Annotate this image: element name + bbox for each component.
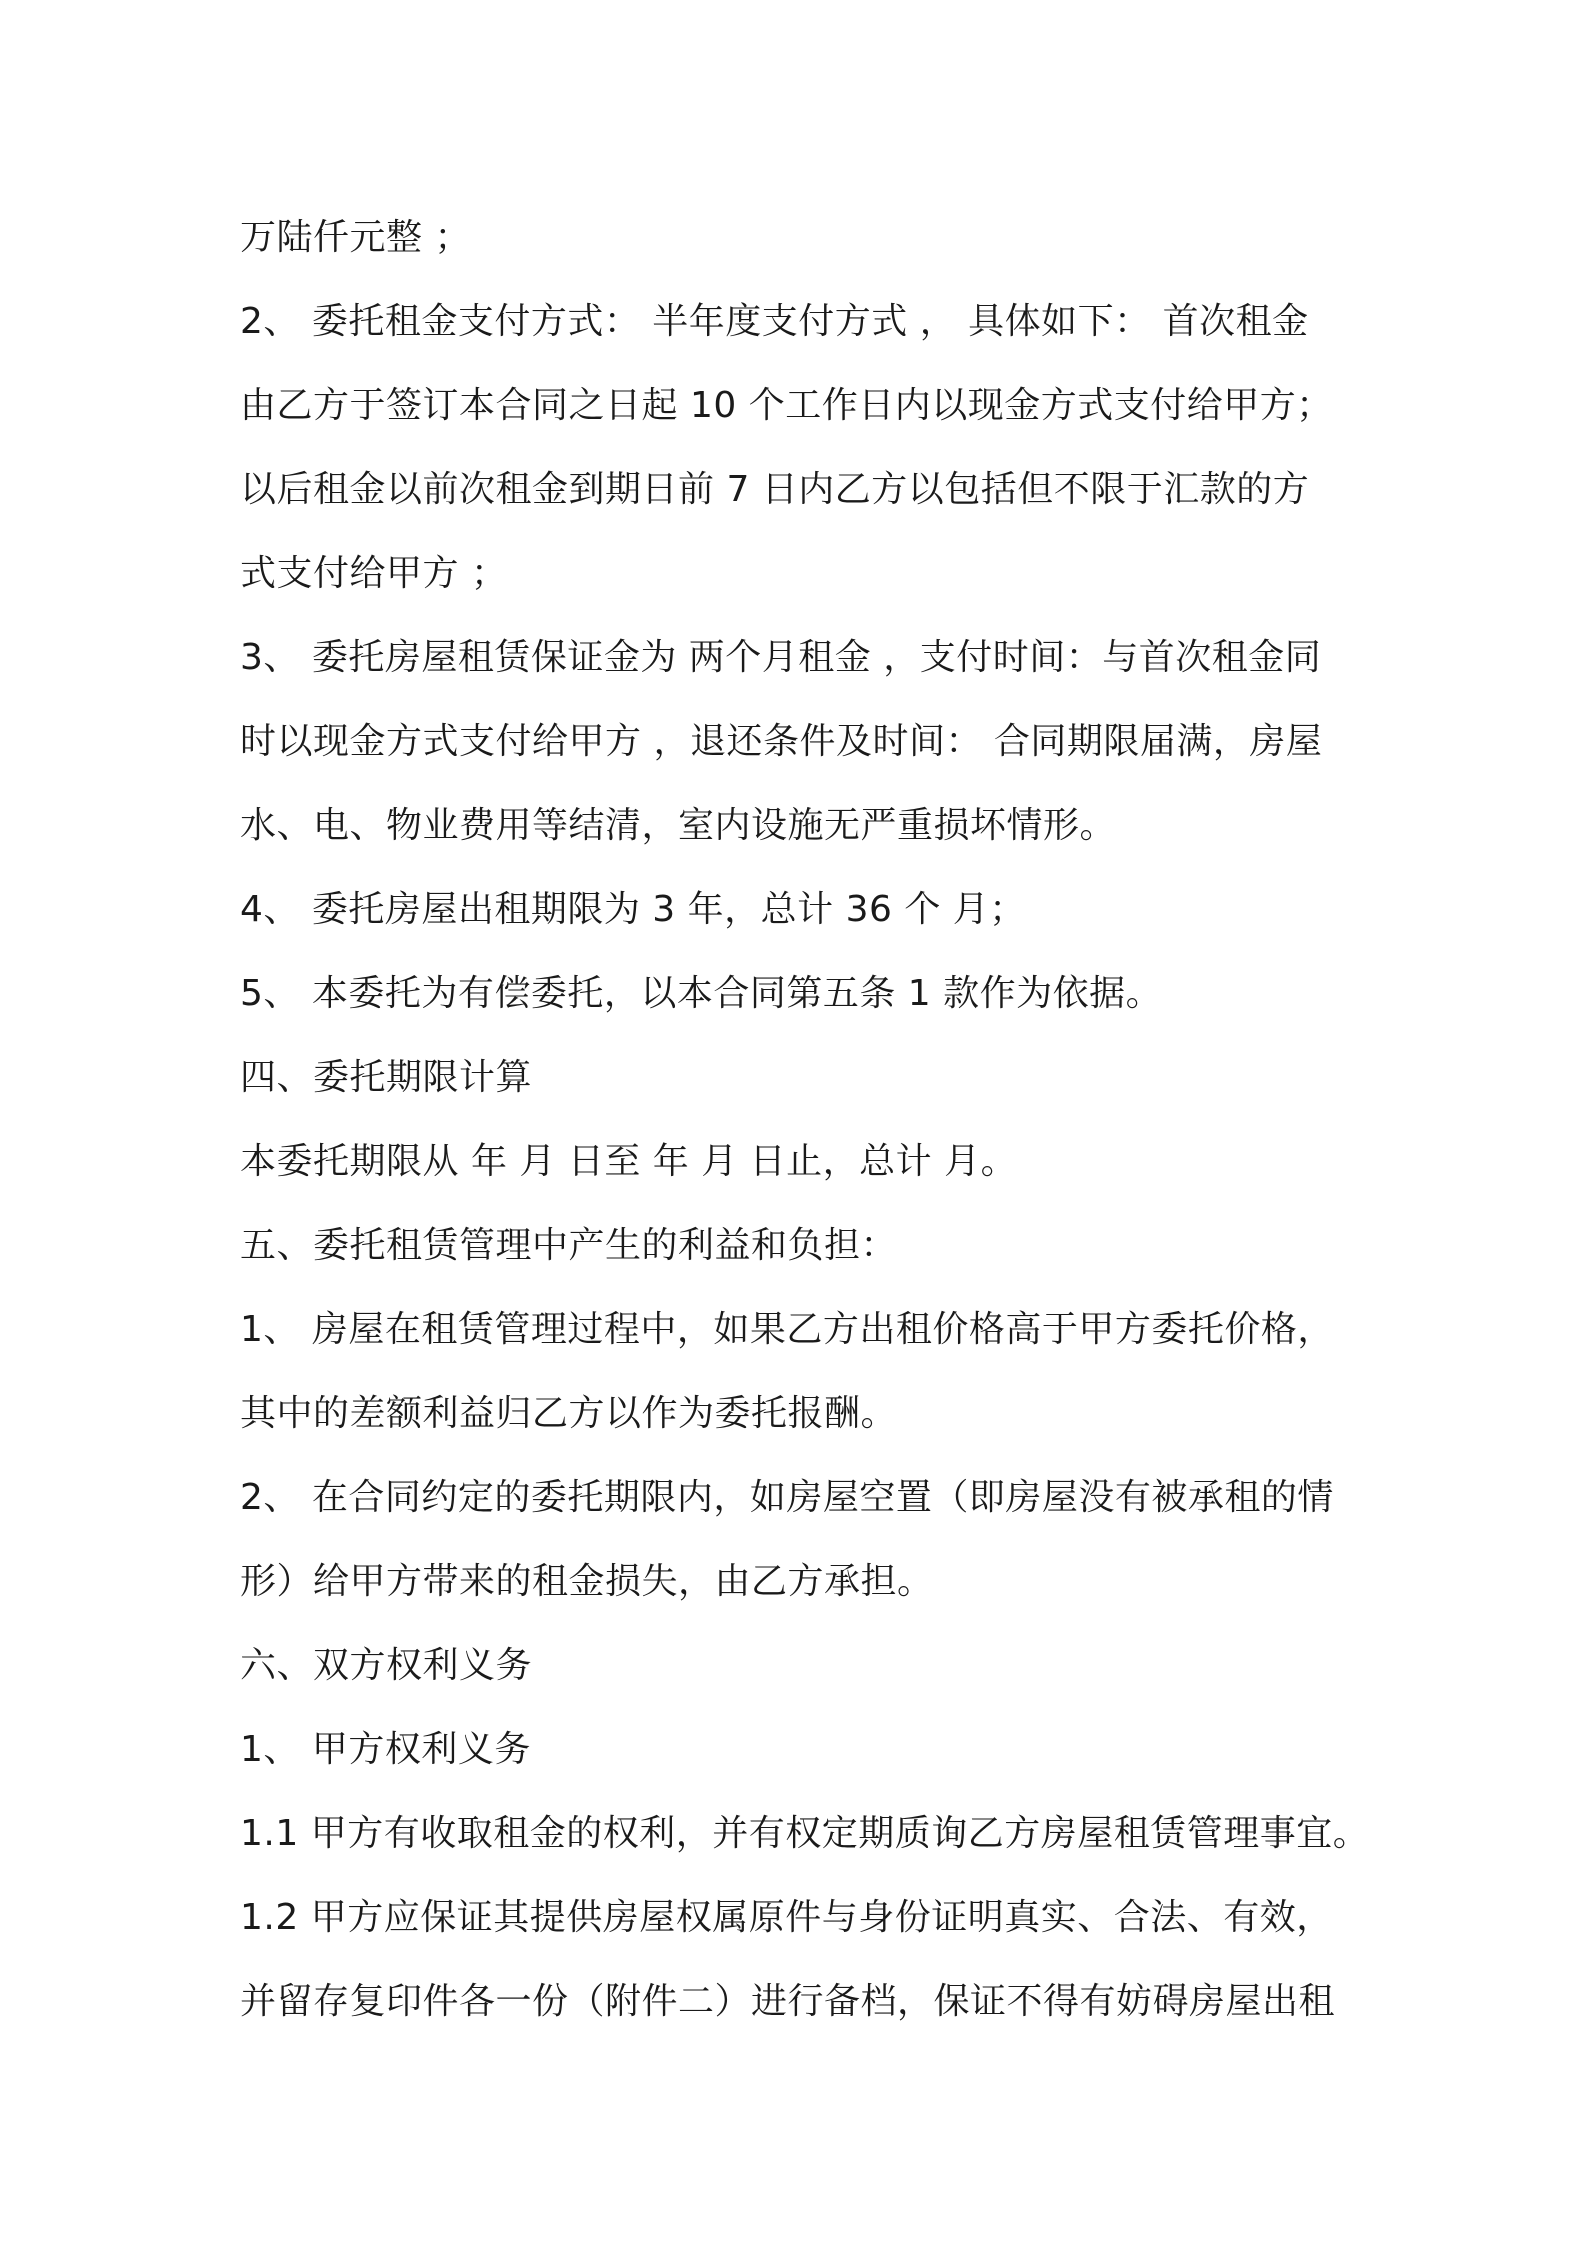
section-heading: 五、委托租赁管理中产生的利益和负担： bbox=[240, 1225, 898, 1266]
text-line: 本委托期限从 年 月 日至 年 月 日止，总计 月。 bbox=[240, 1141, 1018, 1182]
text-line: 时以现金方式支付给甲方 ，退还条件及时间： 合同期限届满，房屋 bbox=[240, 721, 1323, 762]
text-line: 5、 本委托为有偿委托，以本合同第五条 1 款作为依据。 bbox=[240, 973, 1163, 1014]
text-line: 2、 委托租金支付方式： 半年度支付方式 ， 具体如下： 首次租金 bbox=[240, 301, 1309, 342]
text-line: 2、 在合同约定的委托期限内，如房屋空置（即房屋没有被承租的情 bbox=[240, 1477, 1334, 1518]
text-line: 并留存复印件各一份（附件二）进行备档，保证不得有妨碍房屋出租 bbox=[240, 1981, 1336, 2022]
subsection-heading: 1、 甲方权利义务 bbox=[240, 1729, 531, 1770]
text-line: 形）给甲方带来的租金损失，由乙方承担。 bbox=[240, 1561, 934, 1602]
text-line: 1、 房屋在租赁管理过程中，如果乙方出租价格高于甲方委托价格， bbox=[240, 1309, 1334, 1350]
text-line: 式支付给甲方 ； bbox=[240, 553, 508, 594]
text-line: 由乙方于签订本合同之日起 10 个工作日内以现金方式支付给甲方； bbox=[240, 385, 1333, 426]
section-heading: 四、委托期限计算 bbox=[240, 1057, 533, 1098]
text-line: 1.1 甲方有收取租金的权利，并有权定期质询乙方房屋租赁管理事宜。 bbox=[240, 1813, 1370, 1854]
text-line: 3、 委托房屋租赁保证金为 两个月租金 ，支付时间：与首次租金同 bbox=[240, 637, 1322, 678]
text-line: 万陆仟元整 ； bbox=[240, 217, 471, 258]
text-line: 4、 委托房屋出租期限为 3 年，总计 36 个 月； bbox=[240, 889, 1026, 930]
text-line: 其中的差额利益归乙方以作为委托报酬。 bbox=[240, 1393, 898, 1434]
text-line: 1.2 甲方应保证其提供房屋权属原件与身份证明真实、合法、有效， bbox=[240, 1897, 1333, 1938]
text-line: 以后租金以前次租金到期日前 7 日内乙方以包括但不限于汇款的方 bbox=[240, 469, 1310, 510]
section-heading: 六、双方权利义务 bbox=[240, 1645, 533, 1686]
text-line: 水、电、物业费用等结清，室内设施无严重损坏情形。 bbox=[240, 805, 1117, 846]
document-body bbox=[240, 196, 1370, 2044]
